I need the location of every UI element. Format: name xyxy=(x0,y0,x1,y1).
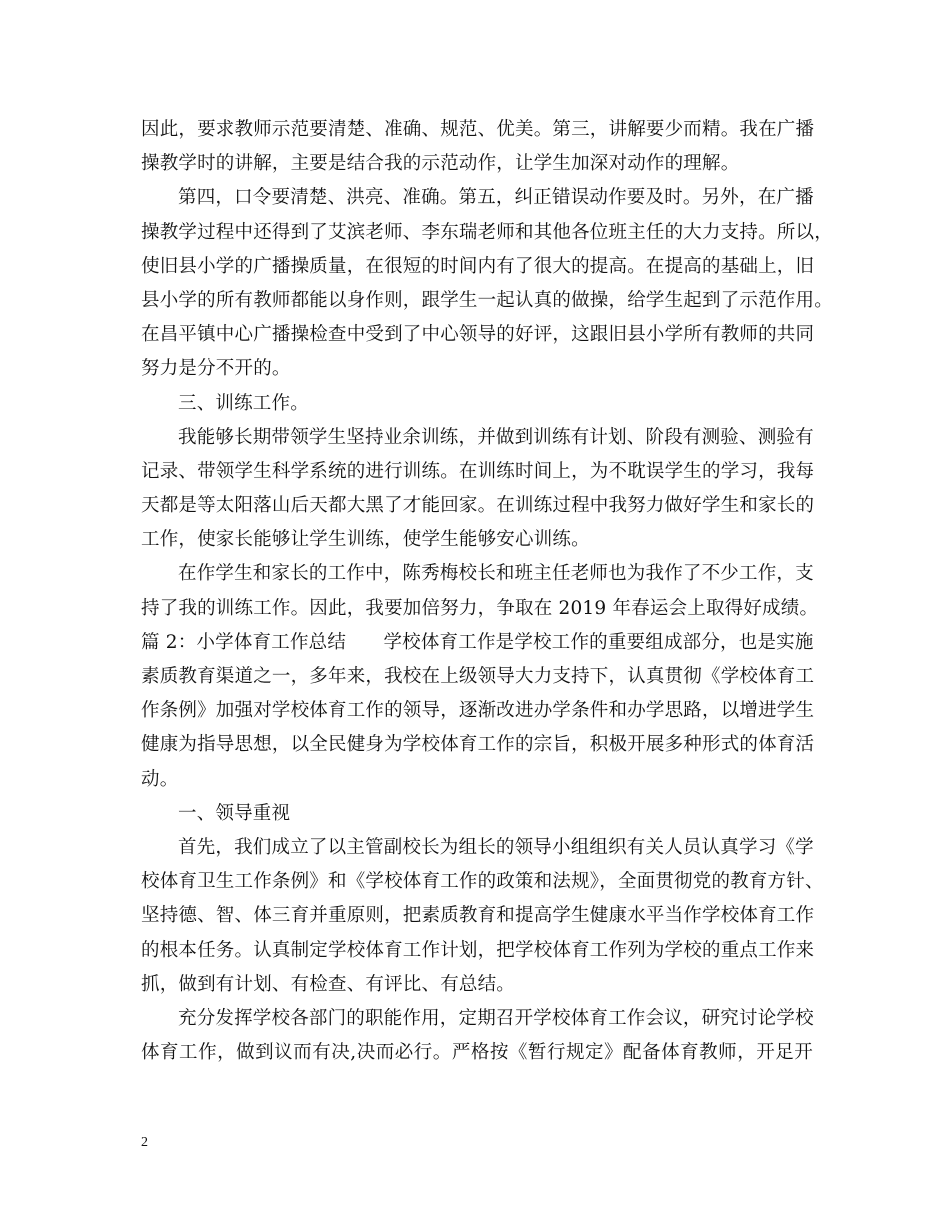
text-line: 充分发挥学校各部门的职能作用，定期召开学校体育工作会议，研究讨论学校 xyxy=(178,1007,814,1029)
text-line: 我能够长期带领学生坚持业余训练，并做到训练有计划、阶段有测验、测验有 xyxy=(178,426,814,448)
text-line: 在作学生和家长的工作中，陈秀梅校长和班主任老师也为我作了不少工作，支 xyxy=(178,563,814,585)
text-line: 三、训练工作。 xyxy=(178,392,309,414)
text-line: 操教学时的讲解，主要是结合我的示范动作，让学生加深对动作的理解。 xyxy=(141,153,740,175)
text-line: 持了我的训练工作。因此，我要加倍努力，争取在 2019 年春运会上取得好成绩。 xyxy=(141,597,819,619)
text-line: 天都是等太阳落山后天都大黑了才能回家。在训练过程中我努力做好学生和家长的 xyxy=(141,495,815,517)
text-line: 抓，做到有计划、有检查、有评比、有总结。 xyxy=(141,973,516,995)
text-line: 作条例》加强对学校体育工作的领导，逐渐改进办学条件和办学思路，以增进学生 xyxy=(141,700,815,722)
text-line: 篇 2：小学体育工作总结 学校体育工作是学校工作的重要组成部分，也是实施 xyxy=(141,631,814,653)
text-line: 一、领导重视 xyxy=(178,802,291,824)
text-line: 使旧县小学的广播操质量，在很短的时间内有了很大的提高。在提高的基础上，旧 xyxy=(141,255,815,277)
text-line: 素质教育渠道之一，多年来，我校在上级领导大力支持下，认真贯彻《学校体育工 xyxy=(141,666,815,687)
text-line: 县小学的所有教师都能以身作则，跟学生一起认真的做操，给学生起到了示范作用。 xyxy=(141,289,833,311)
text-line: 体育工作，做到议而有决,决而必行。严格按《暂行规定》配备体育教师，开足开 xyxy=(141,1042,813,1064)
text-line: 在昌平镇中心广播操检查中受到了中心领导的好评，这跟旧县小学所有教师的共同 xyxy=(141,324,815,346)
text-line: 校体育卫生工作条例》和《学校体育工作的政策和法规》，全面贯彻党的教育方针、 xyxy=(141,871,824,893)
text-line: 动。 xyxy=(141,768,179,790)
text-line: 第四，口令要清楚、洪亮、准确。第五，纠正错误动作要及时。另外，在广播 xyxy=(178,187,814,209)
text-line: 因此，要求教师示范要清楚、准确、规范、优美。第三，讲解要少而精。我在广播 xyxy=(141,119,815,140)
document-body xyxy=(141,113,833,1070)
text-line: 坚持德、智、体三育并重原则，把素质教育和提高学生健康水平当作学校体育工作 xyxy=(141,905,815,927)
text-line: 记录、带领学生科学系统的进行训练。在训练时间上，为不耽误学生的学习，我每 xyxy=(141,460,815,482)
text-line: 健康为指导思想，以全民健身为学校体育工作的宗旨，积极开展多种形式的体育活 xyxy=(141,734,815,756)
text-line: 努力是分不开的。 xyxy=(141,358,291,380)
text-line: 工作，使家长能够让学生训练，使学生能够安心训练。 xyxy=(141,529,590,551)
text-line: 首先，我们成立了以主管副校长为组长的领导小组组织有关人员认真学习《学 xyxy=(178,836,814,858)
text-line: 操教学过程中还得到了艾滨老师、李东瑞老师和其他各位班主任的大力支持。所以， xyxy=(141,221,833,243)
text-line: 的根本任务。认真制定学校体育工作计划，把学校体育工作列为学校的重点工作来 xyxy=(141,939,815,961)
page-number: 2 xyxy=(141,1135,148,1150)
